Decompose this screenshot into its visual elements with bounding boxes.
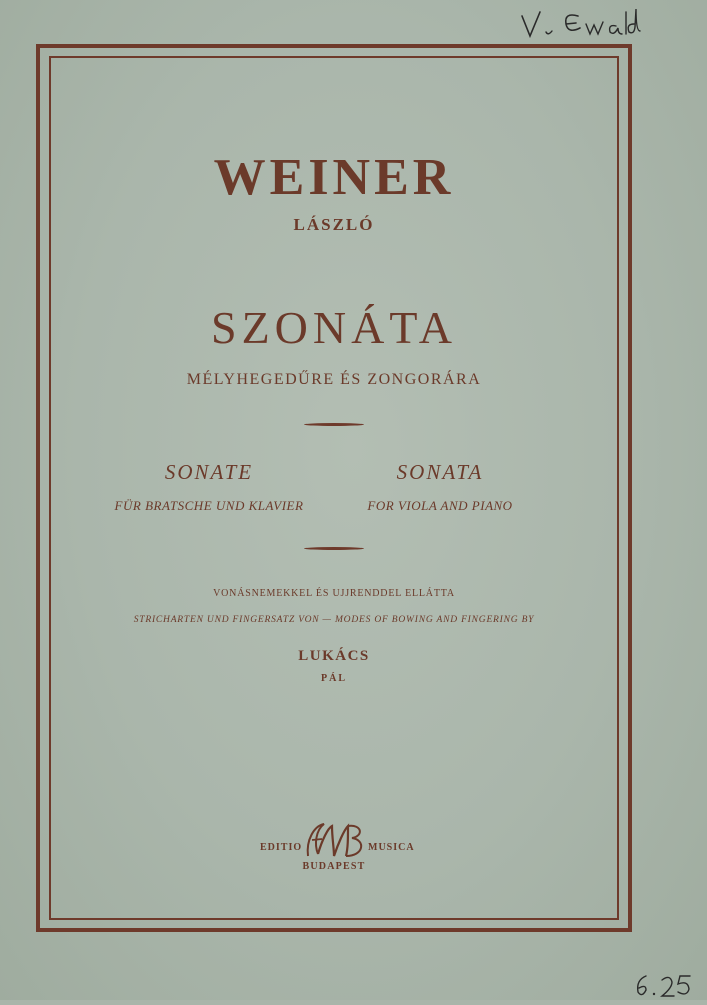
editor-credit-german-english: STRICHARTEN UND FINGERSATZ VON — MODES OF BOWING AND FINGERING BY xyxy=(133,615,535,625)
subtitle-german: FÜR BRATSCHE UND KLAVIER xyxy=(114,498,304,513)
handwritten-signature xyxy=(516,2,656,47)
editor-credit-hungarian: VONÁSNEMEKKEL ÉS UJJRENDDEL ELLÁTTA xyxy=(213,588,455,599)
composer-surname: WEINER xyxy=(213,149,455,206)
composer-given-name: LÁSZLÓ xyxy=(293,215,375,234)
title-english: SONATA xyxy=(396,460,484,484)
publisher-editio: EDITIO xyxy=(260,842,303,853)
subtitle-english: FOR VIOLA AND PIANO xyxy=(367,498,513,513)
publisher-musica: MUSICA xyxy=(368,842,415,853)
title-german: SONATE xyxy=(164,460,254,484)
editor-given-name: PÁL xyxy=(321,673,347,684)
publisher-imprint xyxy=(240,820,430,856)
editor-surname: LUKÁCS xyxy=(298,648,370,664)
publisher-city: BUDAPEST xyxy=(302,861,366,872)
handwritten-price xyxy=(632,972,702,1005)
emb-logo xyxy=(304,820,368,867)
title-hungarian: SZONÁTA xyxy=(211,302,457,353)
subtitle-hungarian: MÉLYHEGEDŰRE ÉS ZONGORÁRA xyxy=(186,371,482,388)
ornamental-rule xyxy=(304,423,364,426)
ornamental-rule xyxy=(304,547,364,550)
